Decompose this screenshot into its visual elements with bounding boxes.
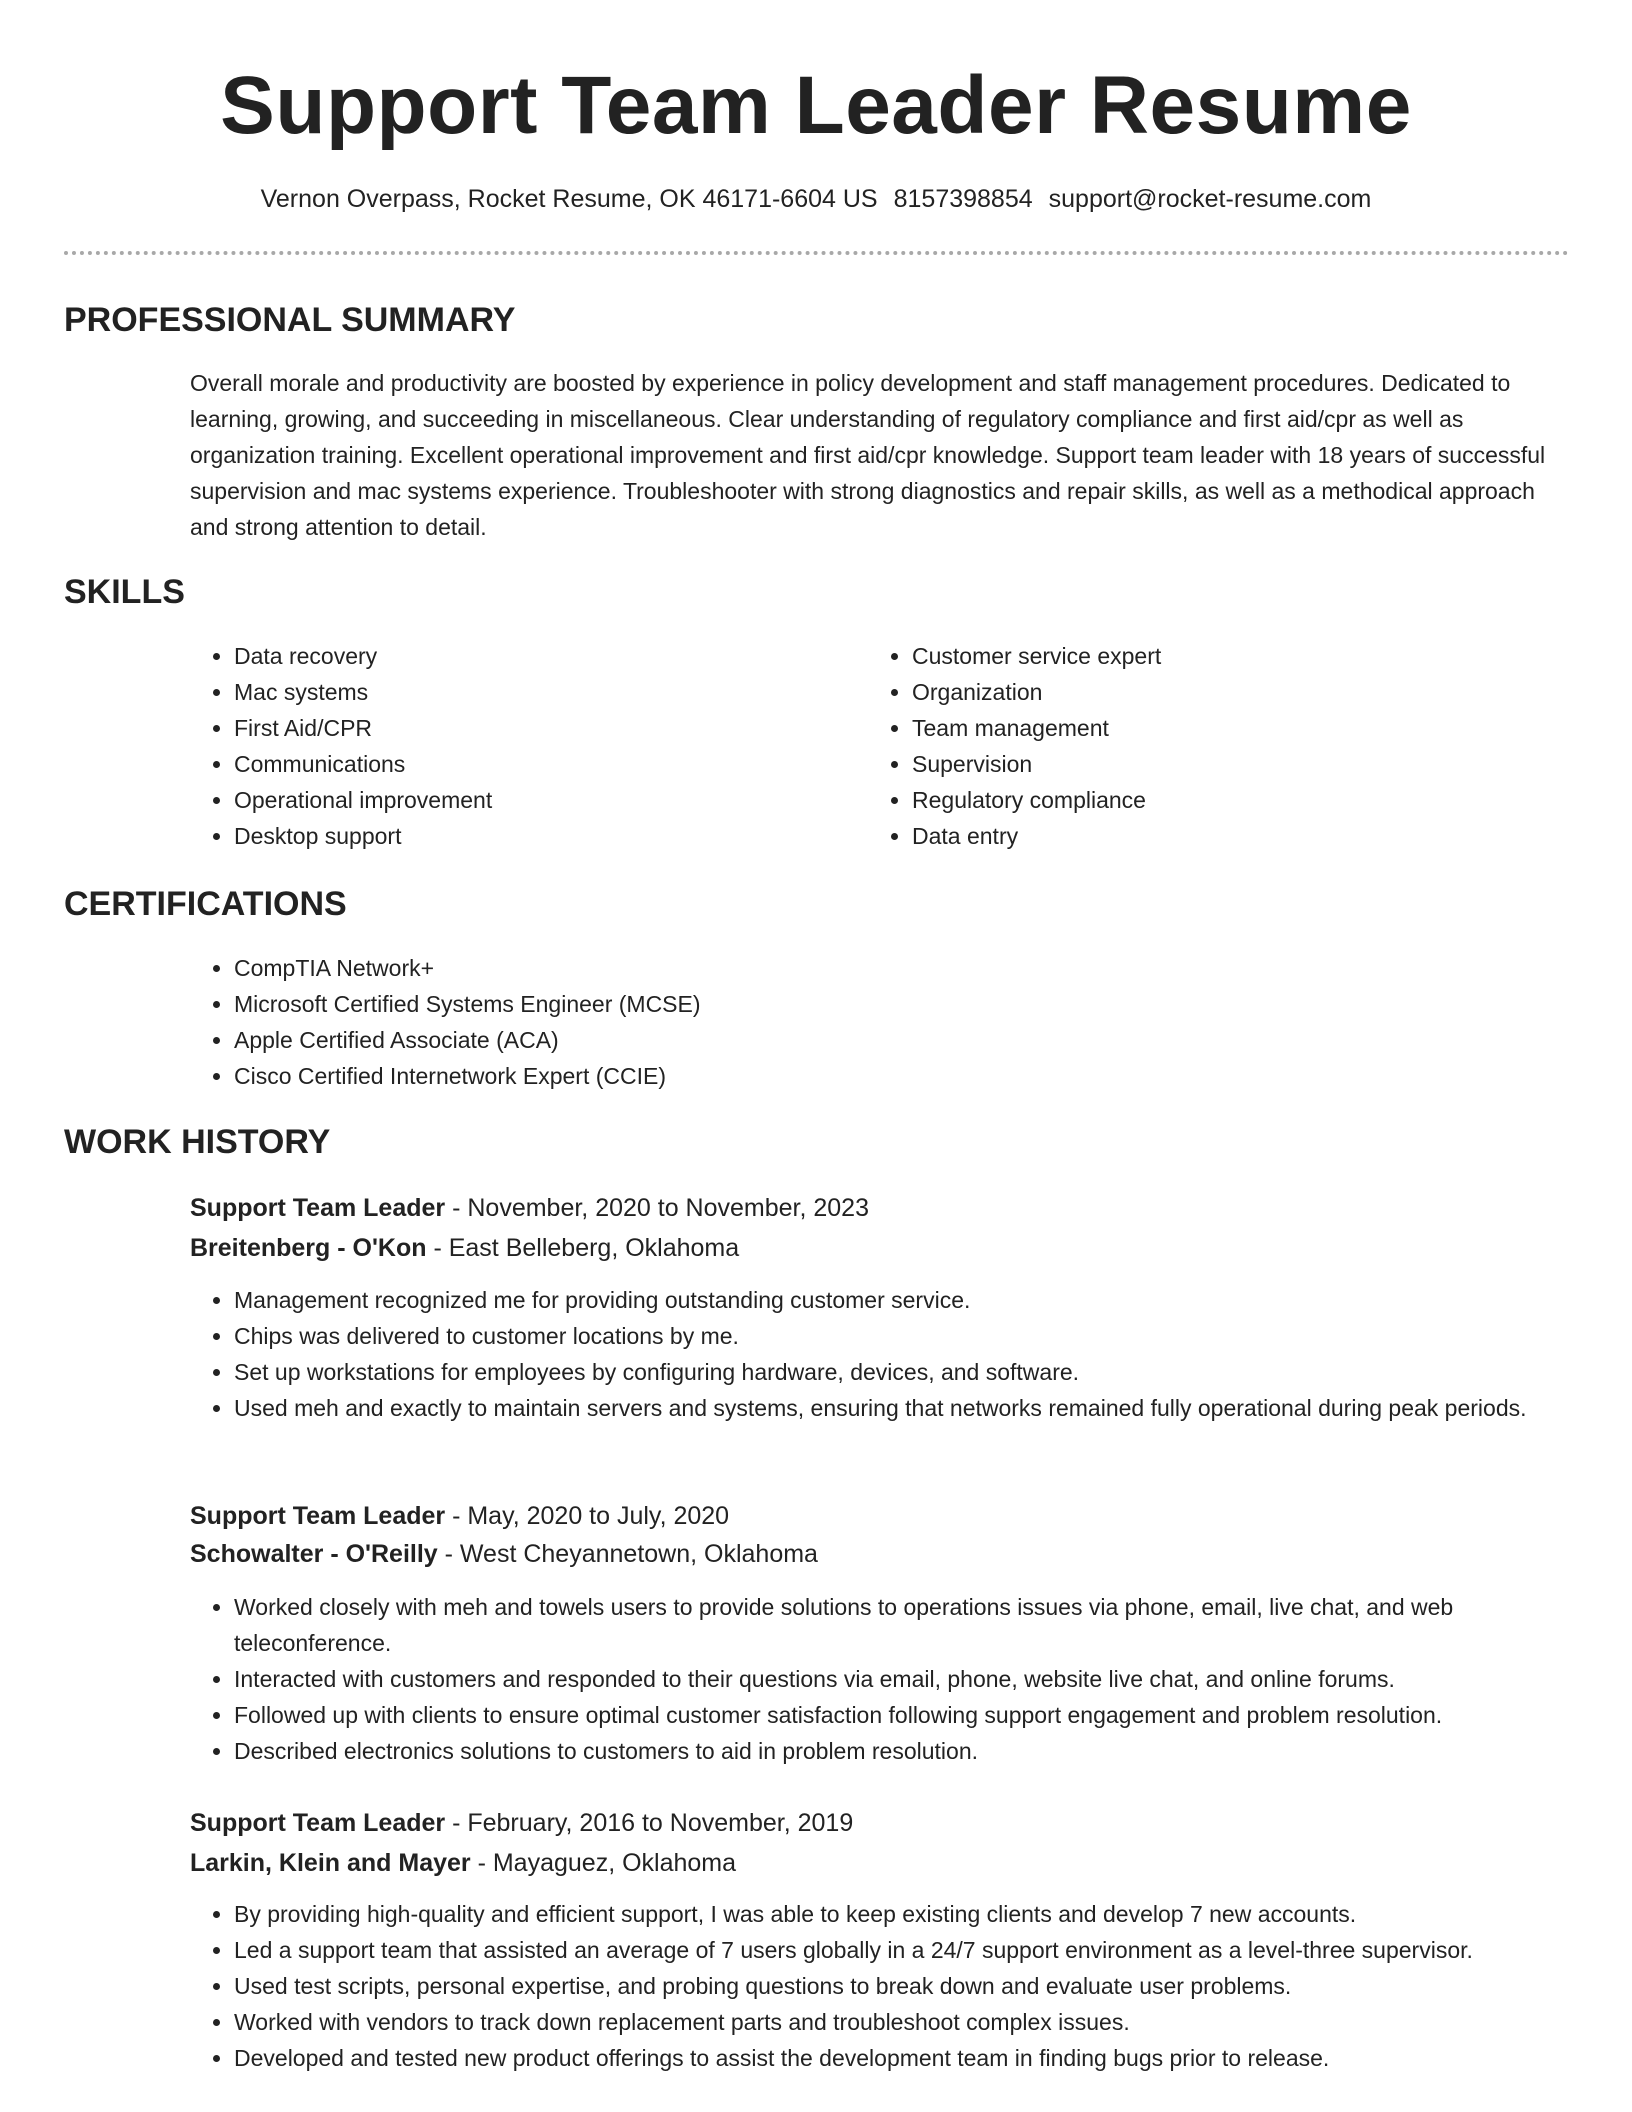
job-company: Larkin, Klein and Mayer: [190, 1849, 471, 1877]
list-item: • Worked with vendors to track down replacement parts and troubleshoot complex issues.: [234, 2004, 1570, 2040]
list-item: • Worked closely with meh and towels users to provide solutions to operations issues via phone, email, live chat, and web teleconference.: [234, 1589, 1570, 1661]
list-item: • Organization: [912, 674, 1532, 710]
job-company-line: [190, 1845, 1570, 1881]
contact-phone: 8157398854: [893, 185, 1033, 213]
job-title-line: [190, 1805, 1570, 1841]
job-bullets: [190, 1589, 1570, 1769]
job-bullets: [190, 1282, 1570, 1426]
page-title: Support Team Leader Resume: [220, 60, 1412, 151]
list-item: • By providing high-quality and efficient support, I was able to keep existing clients and develop 7 new accounts.: [234, 1896, 1570, 1932]
list-item: • Communications: [234, 746, 854, 782]
list-item: • Cisco Certified Internetwork Expert (CCIE): [234, 1058, 1570, 1094]
job-title: Support Team Leader: [190, 1194, 446, 1222]
list-item: • Described electronics solutions to customers to aid in problem resolution.: [234, 1733, 1570, 1769]
list-item: • Management recognized me for providing outstanding customer service.: [234, 1282, 1570, 1318]
header-divider: [64, 251, 1569, 255]
job-company: Breitenberg - O'Kon: [190, 1234, 427, 1262]
job-dates: - November, 2020 to November, 2023: [445, 1194, 869, 1222]
list-item: • Data entry: [912, 818, 1532, 854]
certifications-heading: CERTIFICATIONS: [64, 885, 347, 923]
list-item: • Interacted with customers and responded to their questions via email, phone, website live chat, and online forums.: [234, 1661, 1570, 1697]
list-item: • Set up workstations for employees by configuring hardware, devices, and software.: [234, 1354, 1570, 1390]
list-item: • Microsoft Certified Systems Engineer (MCSE): [234, 986, 1570, 1022]
contact-address: Vernon Overpass, Rocket Resume, OK 46171-6604 US: [260, 185, 878, 213]
job-bullets: [190, 1896, 1570, 2076]
job-location: - Mayaguez, Oklahoma: [470, 1849, 737, 1877]
skills-heading: SKILLS: [64, 573, 185, 611]
list-item: • Chips was delivered to customer locations by me.: [234, 1318, 1570, 1354]
job-location: - West Cheyannetown, Oklahoma: [437, 1540, 818, 1568]
list-item: • Led a support team that assisted an average of 7 users globally in a 24/7 support environment as a level-three supervisor.: [234, 1932, 1570, 1968]
skills-list-left: [190, 638, 854, 854]
summary-text: Overall morale and productivity are boosted by experience in policy development and staff management procedures. Dedicated to learning, growing, and succeeding in miscellaneous. Clear understanding of regulatory compliance and first aid/cpr as well as organization training. Excellent operational improvement and first aid/cpr knowledge. Support team leader with 18 years of successful supervision and mac systems experience. Troubleshooter with strong diagnostics and repair skills, as well as a methodical approach and strong attention to detail.: [190, 370, 1546, 540]
work-history-heading: WORK HISTORY: [64, 1123, 331, 1161]
job-company-line: [190, 1536, 1570, 1572]
list-item: • Followed up with clients to ensure optimal customer satisfaction following support engagement and problem resolution.: [234, 1697, 1570, 1733]
list-item: • Developed and tested new product offerings to assist the development team in finding bugs prior to release.: [234, 2040, 1570, 2076]
list-item: • Operational improvement: [234, 782, 854, 818]
job-dates: - February, 2016 to November, 2019: [445, 1809, 854, 1837]
certifications-list: [190, 950, 1570, 1094]
list-item: • Regulatory compliance: [912, 782, 1532, 818]
job-title: Support Team Leader: [190, 1809, 446, 1837]
job-company: Schowalter - O'Reilly: [190, 1540, 438, 1568]
summary-heading: PROFESSIONAL SUMMARY: [64, 301, 516, 339]
list-item: • First Aid/CPR: [234, 710, 854, 746]
job-dates: - May, 2020 to July, 2020: [445, 1502, 730, 1530]
list-item: • Data recovery: [234, 638, 854, 674]
contact-email: support@rocket-resume.com: [1048, 185, 1372, 213]
list-item: • Apple Certified Associate (ACA): [234, 1022, 1570, 1058]
list-item: • CompTIA Network+: [234, 950, 1570, 986]
job-title-line: [190, 1190, 1570, 1226]
list-item: • Used test scripts, personal expertise, and probing questions to break down and evaluate user problems.: [234, 1968, 1570, 2004]
job-company-line: [190, 1230, 1570, 1266]
list-item: • Team management: [912, 710, 1532, 746]
job-location: - East Belleberg, Oklahoma: [426, 1234, 740, 1262]
list-item: • Used meh and exactly to maintain servers and systems, ensuring that networks remained fully operational during peak periods.: [234, 1390, 1570, 1426]
list-item: • Customer service expert: [912, 638, 1532, 674]
job-title: Support Team Leader: [190, 1502, 446, 1530]
job-title-line: [190, 1498, 1570, 1534]
skills-list-right: [868, 638, 1532, 854]
list-item: • Mac systems: [234, 674, 854, 710]
contact-line: [0, 182, 1632, 216]
list-item: • Desktop support: [234, 818, 854, 854]
list-item: • Supervision: [912, 746, 1532, 782]
